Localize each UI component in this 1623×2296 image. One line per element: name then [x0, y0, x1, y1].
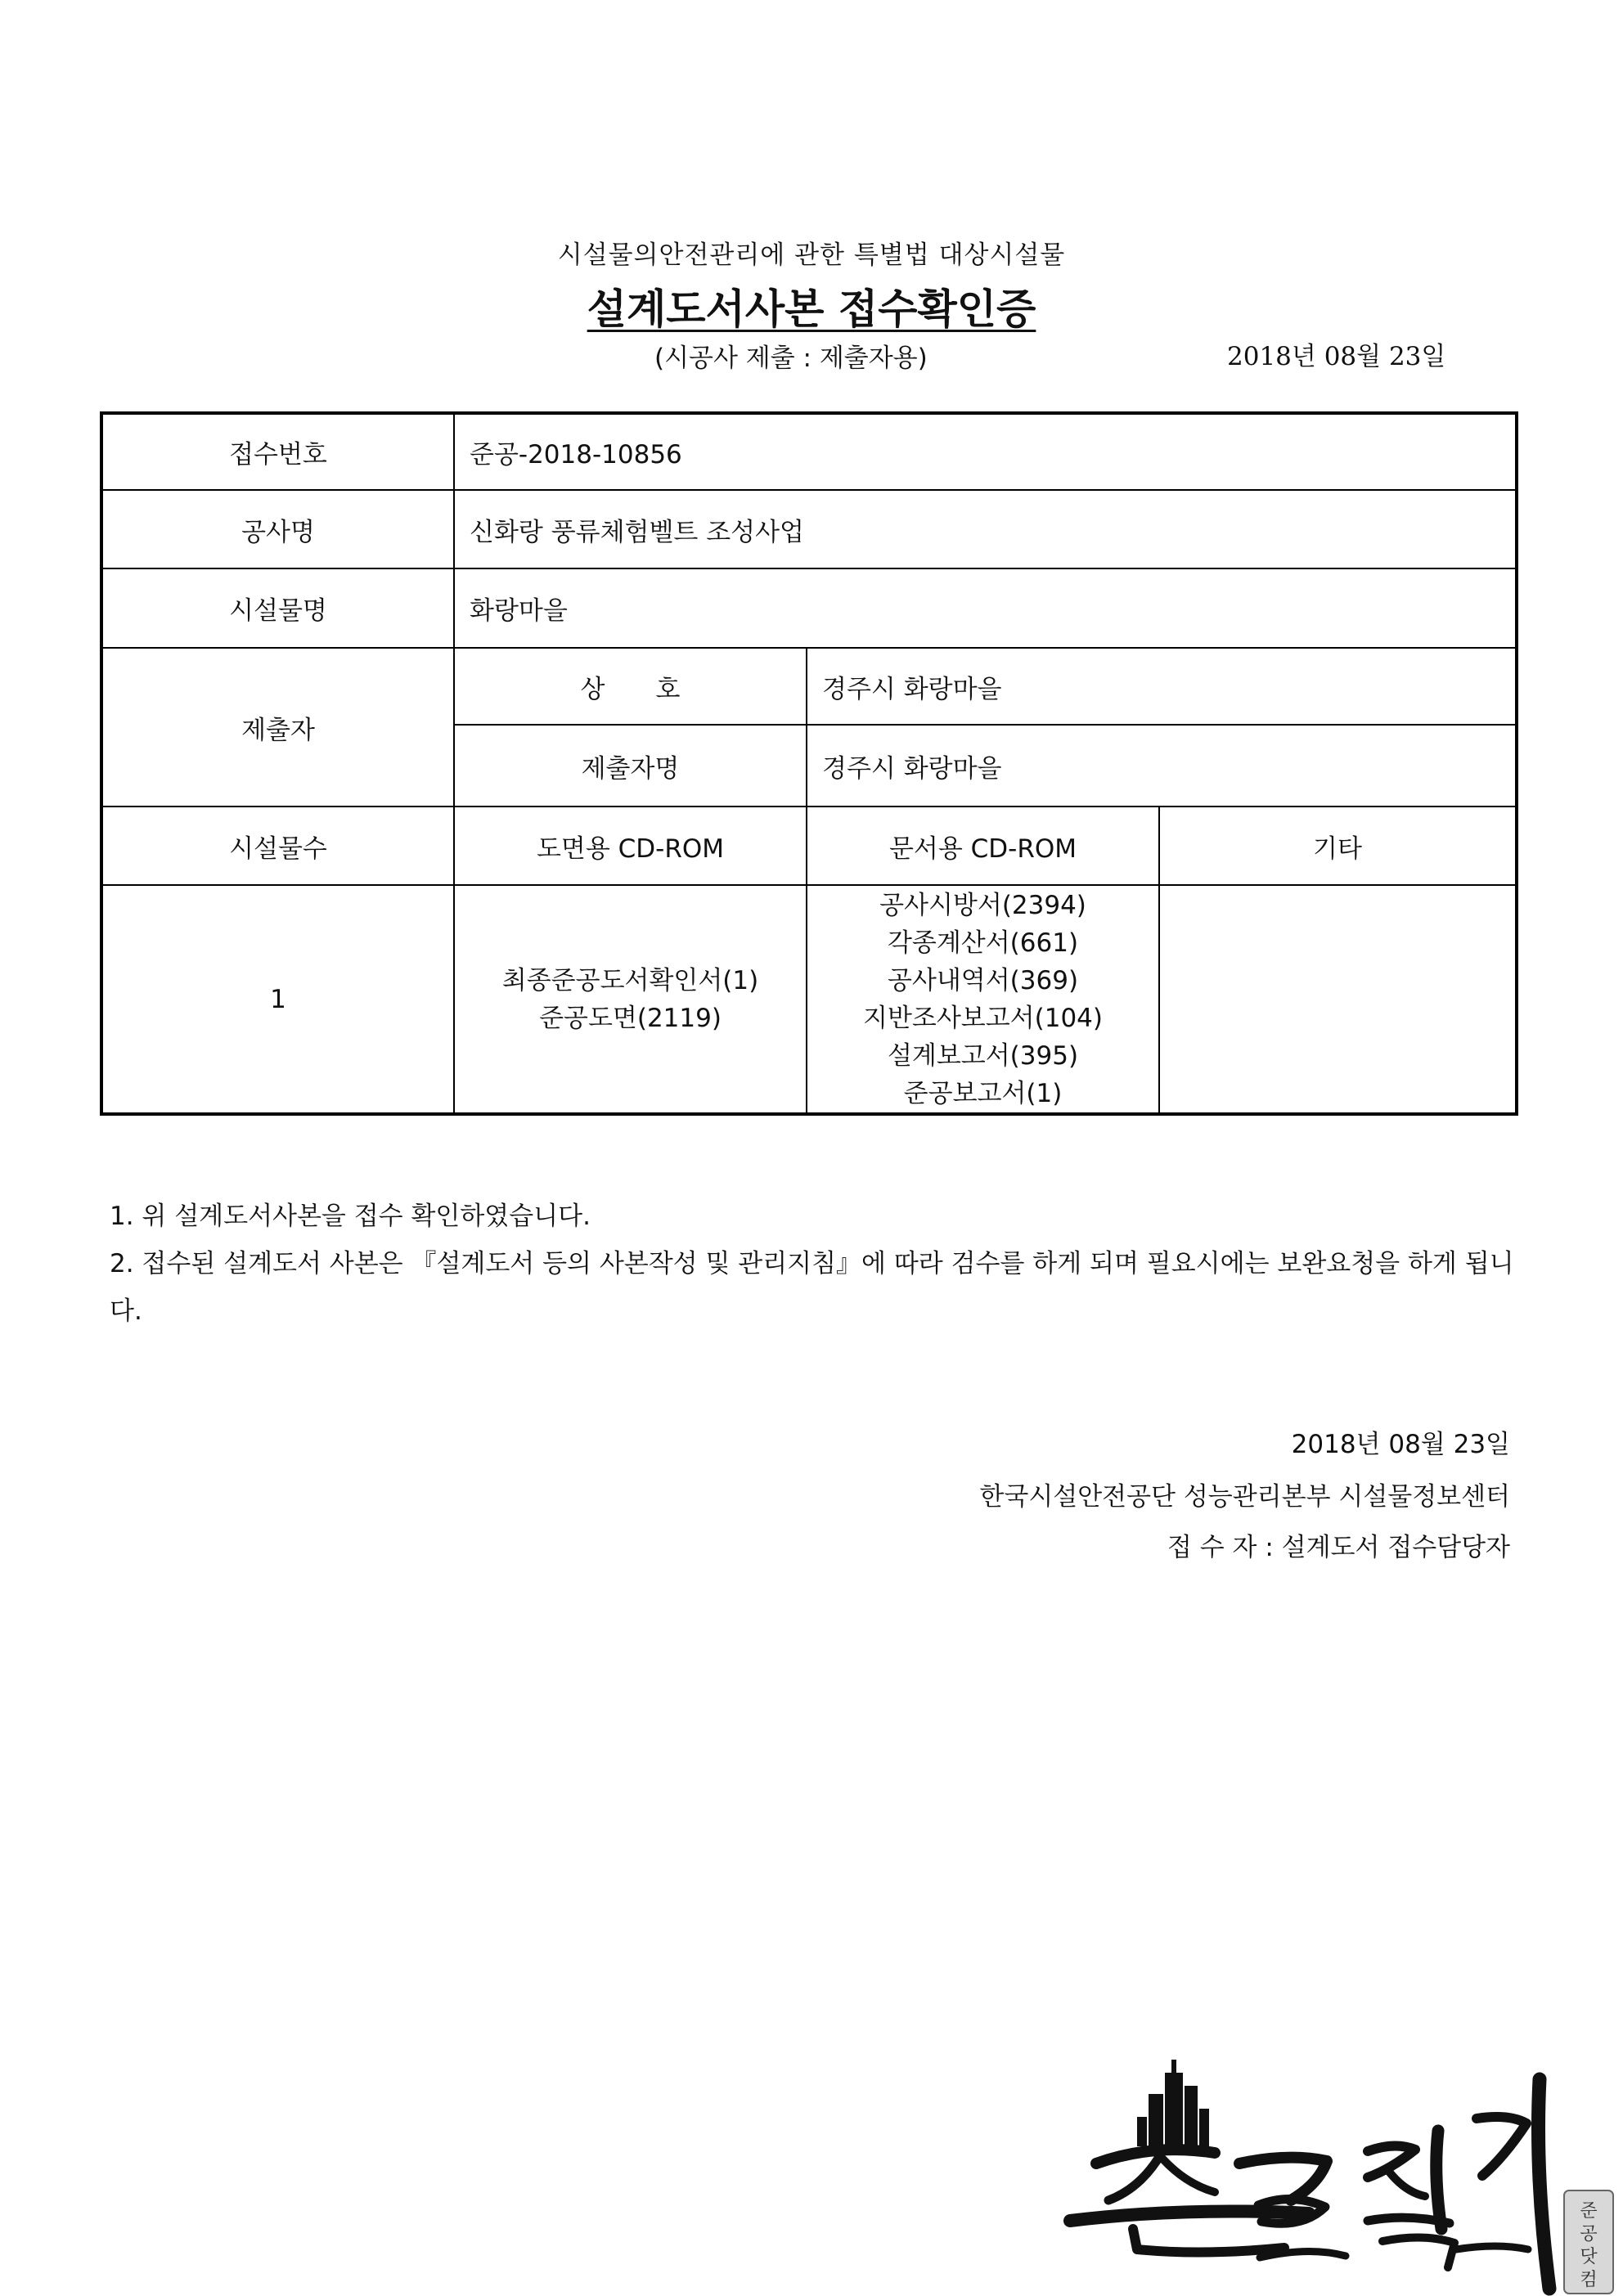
table-row: [101, 568, 1517, 648]
receipt-table: [100, 411, 1518, 1116]
note-line-1: 1. 위 설계도서사본을 접수 확인하였습니다.: [110, 1202, 591, 1231]
notes: [110, 1193, 1517, 1335]
table-row: [101, 648, 1517, 725]
brush-logo-text: [1070, 2079, 1549, 2289]
facility-value: 화랑마을: [454, 568, 1517, 648]
footer-receiver: 접 수 자 : 설계도서 접수담당자: [1167, 1533, 1510, 1562]
list-item: 준공보고서(1): [903, 1078, 1063, 1108]
submitter-name-label: 제출자명: [454, 725, 807, 807]
submitter-name-value: 경주시 화랑마을: [807, 725, 1517, 807]
svg-text:공: 공: [1580, 2224, 1598, 2244]
svg-text:컴: 컴: [1580, 2270, 1598, 2290]
document-subtitle: 시설물의안전관리에 관한 특별법 대상시설물: [557, 240, 1066, 270]
submit-note: (시공사 제출 : 제출자용): [654, 344, 928, 373]
company-label: 상 호: [454, 648, 807, 725]
note-line-2: 2. 접수된 설계도서 사본은 『설계도서 등의 사본작성 및 관리지침』에 따라 검수를 하게 되며 필요시에는 보완요청을 하게 됩니다.: [110, 1249, 1514, 1326]
other-value: [1159, 885, 1517, 1114]
drawing-cd-header: 도면용 CD-ROM: [454, 807, 807, 885]
list-item: 공사시방서(2394): [879, 890, 1086, 920]
svg-text:준: 준: [1580, 2201, 1598, 2222]
seal-stamp: [1564, 2190, 1613, 2294]
header-date: 2018년 08월 23일: [1227, 342, 1446, 371]
list-item: 준공도면(2119): [539, 1003, 722, 1033]
document-cd-list: [807, 885, 1159, 1114]
list-item: 최종준공도서확인서(1): [501, 965, 759, 995]
facility-count: 1: [101, 885, 454, 1114]
receipt-no-label: 접수번호: [101, 413, 454, 490]
count-header: 시설물수: [101, 807, 454, 885]
table-row: [101, 885, 1517, 1114]
table-row: [101, 807, 1517, 885]
receipt-no-value: 준공-2018-10856: [454, 413, 1517, 490]
list-item: 각종계산서(661): [887, 928, 1079, 958]
document-cd-header: 문서용 CD-ROM: [807, 807, 1159, 885]
footer-organization: 한국시설안전공단 성능관리본부 시설물정보센터: [979, 1482, 1510, 1512]
document-title-text: 설계도서사본 접수확인증: [587, 285, 1036, 333]
other-header: 기타: [1159, 807, 1517, 885]
list-item: 공사내역서(369): [887, 965, 1079, 995]
company-value: 경주시 화랑마을: [807, 648, 1517, 725]
project-value: 신화랑 풍류체험벨트 조성사업: [454, 490, 1517, 568]
facility-label: 시설물명: [101, 568, 454, 648]
list-item: 지반조사보고서(104): [863, 1003, 1103, 1033]
drawing-cd-list: [454, 885, 807, 1114]
list-item: 설계보고서(395): [887, 1040, 1079, 1071]
building-icon: [1137, 2060, 1209, 2146]
submitter-label: 제출자: [101, 648, 454, 807]
footer-date: 2018년 08월 23일: [1291, 1430, 1510, 1459]
table-row: [101, 490, 1517, 568]
table-row: [101, 413, 1517, 490]
svg-text:닷: 닷: [1580, 2247, 1598, 2267]
document-title: [0, 276, 1623, 335]
junggong-logo: [1063, 2053, 1623, 2296]
project-label: 공사명: [101, 490, 454, 568]
